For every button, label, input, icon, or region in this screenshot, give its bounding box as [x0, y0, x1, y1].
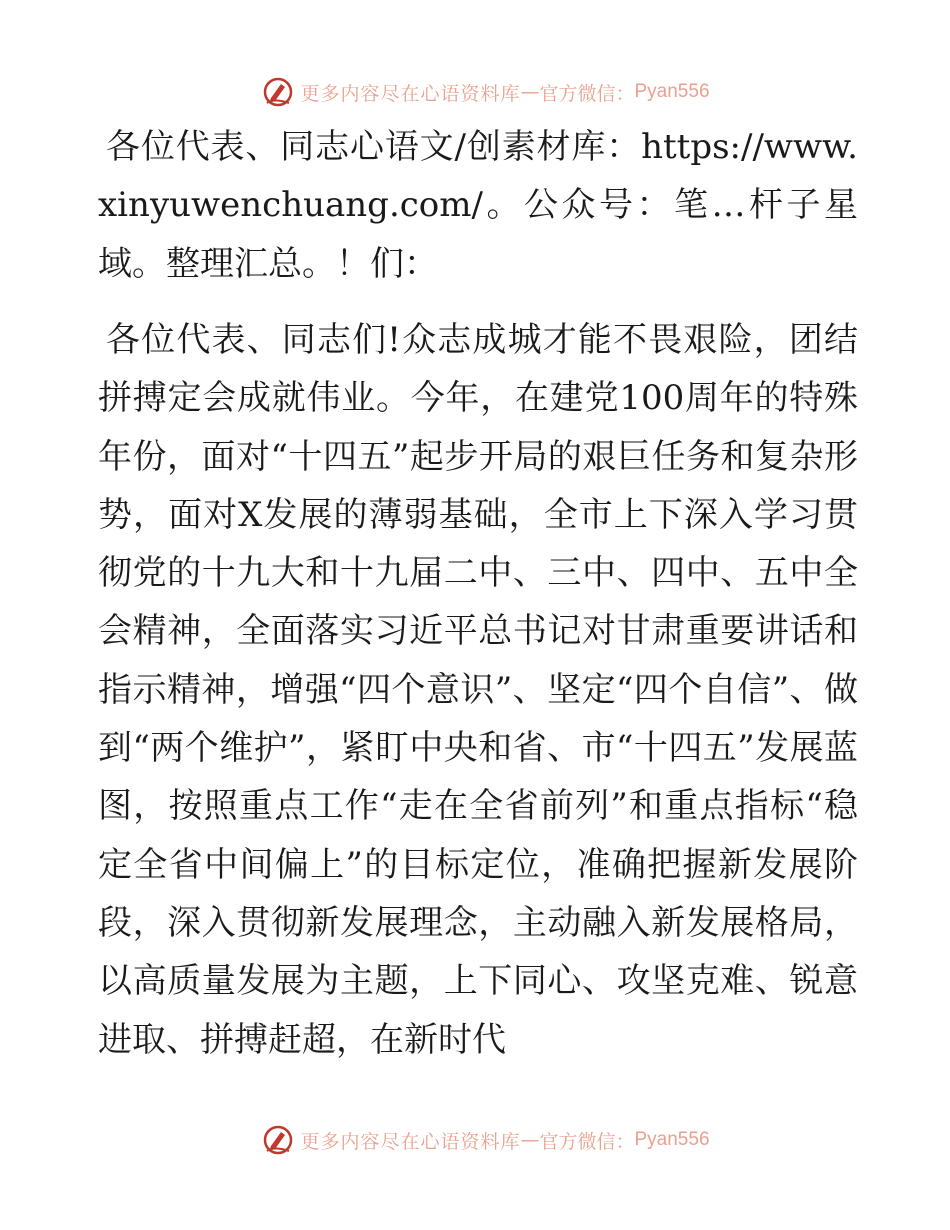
banner-wechat-id: Pyan556 [634, 81, 710, 102]
body-paragraph-1: 各位代表、同志心语文/创素材库：https://www.xinyuwenchuang.com/。公众号：笔…杆子星域。整理汇总。！们： [98, 127, 858, 284]
banner-wechat-label: 官方微信： [539, 1130, 635, 1153]
banner-slogan: 更多内容尽在心语资料库 [300, 1130, 521, 1153]
brand-logo-icon [262, 76, 294, 108]
footer-banner-content [262, 1124, 709, 1156]
footer-banner [0, 1120, 950, 1160]
body-paragraph-2: 各位代表、同志们!众志成城才能不畏艰险，团结拼搏定会成就伟业。今年，在建党100周年的特殊年份，面对“十四五”起步开局的艰巨任务和复杂形势，面对X发展的薄弱基础，全市上下深入学习贯彻党的十九大和十九届二中、三中、四中、五中全会精神，全面落实习近平总书记对甘肃重要讲话和指示精神，增强“四个意识”、坚定“四个自信”、做到“两个维护”，紧盯中央和省、市“十四五”发展蓝图，按照重点工作“走在全省前列”和重点指标“稳定全省中间偏上”的目标定位，准确把握新发展阶段，深入贯彻新发展理念，主动融入新发展格局，以高质量发展为主题，上下同心、攻坚克难、锐意进取、拼搏赶超，在新时代 [98, 320, 858, 1060]
banner-wechat-id: Pyan556 [634, 1129, 710, 1150]
banner-separator: — [520, 81, 540, 103]
header-banner-content [262, 76, 709, 108]
banner-slogan: 更多内容尽在心语资料库 [300, 82, 521, 105]
banner-separator: — [520, 1129, 540, 1151]
header-banner [0, 72, 950, 112]
brand-logo-icon [262, 1124, 294, 1156]
banner-wechat-label: 官方微信： [539, 82, 635, 105]
